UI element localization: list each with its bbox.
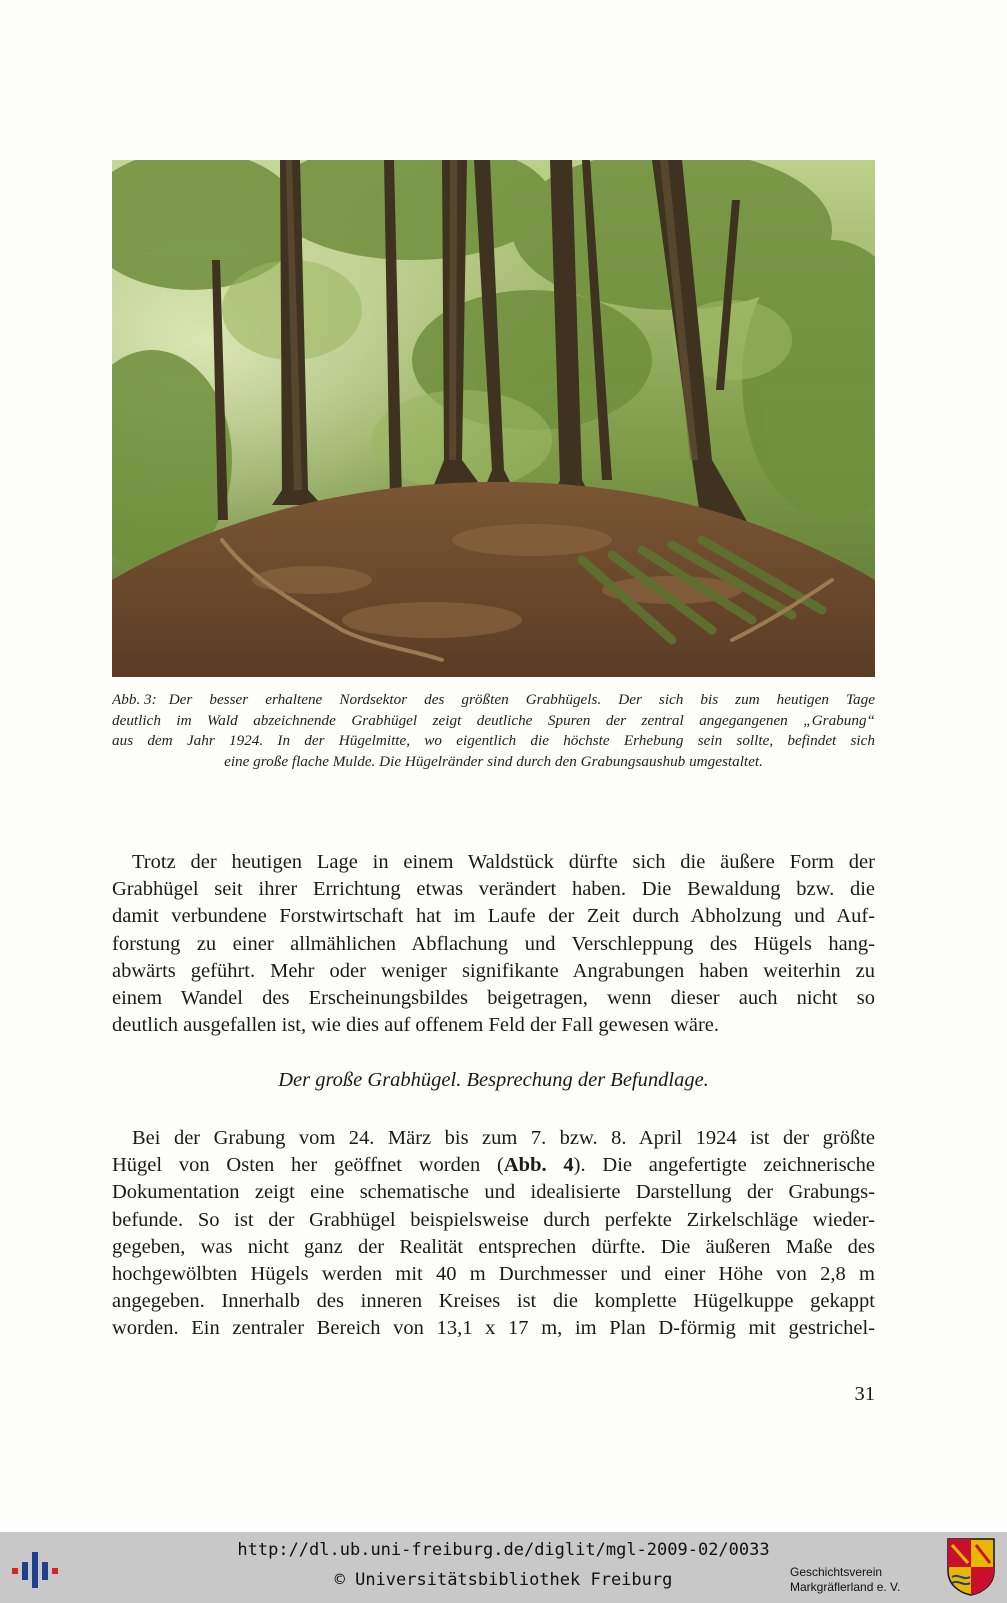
text-line: damit verbundene Forstwirtschaft hat im Laufe der Zeit durch Abholzung und Auf- [112,905,875,928]
society-name [790,1565,940,1595]
text-line: angegeben. Innerhalb des inneren Kreises ist die komplette Hügelkuppe gekappt [112,1290,875,1313]
text-line: hochgewölbten Hügels werden mit 40 m Durchmesser und einer Höhe von 2,8 m [112,1263,875,1286]
source-url-link[interactable]: http://dl.ub.uni-freiburg.de/diglit/mgl-2009-02/0033 [237,1540,770,1560]
text-line: forstung zu einer allmählichen Abflachung und Verschleppung des Hügels hang- [112,932,875,955]
caption-line: eine große flache Mulde. Die Hügelränder sind durch den Grabungsaushub umgestaltet. [224,752,763,770]
text-line: Trotz der heutigen Lage in einem Waldstück dürfte sich die äußere Form der [132,851,875,873]
text-line: Dokumentation zeigt eine schematische und idealisierte Darstellung der Grabungs- [112,1181,875,1204]
coat-of-arms-icon [946,1537,996,1597]
page-number: 31 [854,1383,875,1405]
library-logo-icon [12,1550,64,1590]
society-line: Markgräflerland e. V. [790,1580,901,1594]
caption-line [112,690,875,711]
photo-illustration [112,160,875,677]
text-line: einem Wandel des Erscheinungsbildes beigetragen, wenn dieser auch nicht so [112,987,875,1010]
text-fragment: Hügel von Osten her geöffnet worden ( [112,1154,504,1177]
figure-label: Abb. 3: [112,691,157,708]
text-line: Bei der Grabung vom 24. März bis zum 7. bzw. 8. April 1924 ist der größte [132,1127,875,1149]
text-line: deutlich ausgefallen ist, wie dies auf offenem Feld der Fall gewesen wäre. [112,1014,720,1037]
society-line: Geschichtsverein [790,1565,883,1579]
text-fragment: ). Die angefertigte zeichnerische [573,1154,875,1177]
section-heading: Der große Grabhügel. Besprechung der Befundlage. [278,1069,709,1091]
copyright-text: © Universitätsbibliothek Freiburg [334,1570,673,1590]
text-line: abwärts geführt. Mehr oder weniger signifikante Angrabungen haben weiterhin zu [112,959,875,982]
figure-caption [112,690,875,772]
forest-mound-photo [112,160,875,677]
text-line: befunde. So ist der Grabhügel beispielsweise durch perfekte Zirkelschläge wieder- [112,1208,875,1231]
text-line: gegeben, was nicht ganz der Realität entsprechen dürfte. Die äußeren Maße des [112,1235,875,1258]
figure-reference: Abb. 4 [503,1154,574,1177]
caption-line: aus dem Jahr 1924. In der Hügelmitte, wo eigentlich die höchste Erhebung sein sollte, befindet sich [112,732,875,749]
paragraph [112,849,875,1039]
text-line [112,1152,875,1179]
text-line: Grabhügel seit ihrer Errichtung etwas verändert haben. Die Bewaldung bzw. die [112,878,875,901]
caption-line: deutlich im Wald abzeichnende Grabhügel zeigt deutliche Spuren der zentral angegangenen „Grabung“ [112,711,875,729]
paragraph [112,1125,875,1343]
text-line: worden. Ein zentraler Bereich von 13,1 x 17 m, im Plan D-förmig mit gestrichel- [112,1317,875,1340]
caption-line-text: Der besser erhaltene Nordsektor des größten Grabhügels. Der sich bis zum heutigen Tage [168,691,875,708]
footer-bar [0,1532,1007,1603]
